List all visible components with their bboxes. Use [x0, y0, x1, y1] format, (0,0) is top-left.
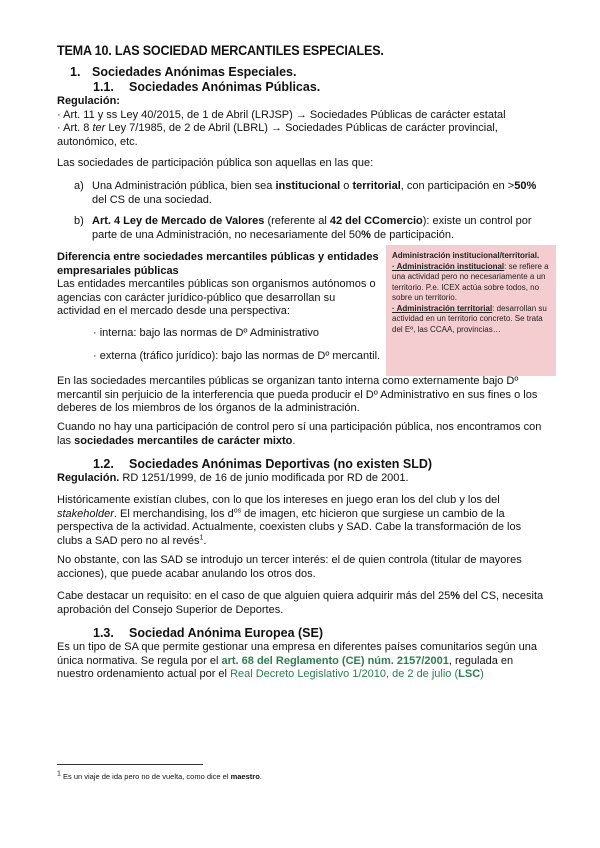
text-line: No obstante, con las SAD se introdujo un tercer interés: el de quien controla (titular de mayores	[57, 554, 522, 566]
text-span: (referente al	[264, 215, 330, 227]
difference-body-1: Las entidades mercantiles públicas son organismos autónomos o	[57, 278, 376, 291]
section-1-1-label: Sociedades Anónimas Públicas.	[129, 80, 321, 94]
text-span-bold: %	[361, 228, 371, 241]
difference-block	[57, 251, 382, 319]
section-1-2-regulacion	[57, 472, 409, 486]
text-span: única normativa. Se regula por el	[57, 654, 222, 667]
footnote-ref[interactable]: 1	[199, 534, 204, 542]
side-note-label: · Administración institucional	[392, 261, 505, 271]
text-span-bold: %	[450, 590, 460, 602]
text-span: )	[480, 668, 484, 681]
text-span: .	[203, 534, 207, 547]
text-line: aprobación del Consejo Superior de Deportes.	[57, 603, 284, 616]
mixed-paragraph-2	[57, 421, 557, 448]
footnote-text: Es un viaje de ida pero no de vuelta, como dice el	[60, 772, 231, 781]
mixed-paragraph-1	[57, 375, 557, 416]
text-span-bold: 42 del CComercio	[329, 215, 423, 227]
text-span: clubs a SAD pero no al revés	[57, 534, 200, 547]
section-1-3-heading	[93, 626, 323, 640]
section-1-label: Sociedades Anónimas Especiales.	[92, 65, 297, 79]
section-1-3-number: 1.3.	[93, 626, 114, 640]
text-span-bold: 50%	[514, 180, 537, 192]
page-title: TEMA 10. LAS SOCIEDAD MERCANTILES ESPECIALES.	[57, 43, 384, 58]
real-decreto-link[interactable]: Real Decreto Legislativo 1/2010, de 2 de julio	[230, 668, 452, 681]
list-marker-a: a)	[74, 180, 84, 192]
section-1-3-label: Sociedad Anónima Europea (SE)	[129, 626, 324, 640]
side-note-text: : desarrollan su actividad en un territorio concreto. Se trata del Eº, las CCAA, provincias…	[392, 303, 547, 334]
text-span: . El merchandising, los d	[113, 507, 234, 520]
side-note-label: · Administración territorial	[392, 303, 493, 313]
text-span: , regulada en	[448, 654, 514, 667]
text-span-bold: sociedades mercantiles de carácter mixto	[74, 434, 293, 447]
regulacion-line-2	[57, 122, 506, 136]
side-note-text: : se refiere a una actividad pero no necesariamente a un territorio. P.e. ICEX actúa sobre todos, no sobre un territorio.	[392, 261, 549, 302]
text-line: Históricamente existían clubes, con lo que los intereses en juego eran los del club y los del	[57, 494, 500, 506]
section-1-2-paragraph-2	[57, 554, 557, 581]
section-1-2-paragraph-3	[57, 590, 557, 617]
section-1-2-paragraph-1	[57, 494, 557, 548]
superscript: os	[233, 506, 242, 514]
regulacion-block	[57, 95, 506, 149]
text-line: Cuando no hay una participación de control pero sí una participación pública, nos encontramos con	[57, 421, 542, 433]
side-note-institucional	[392, 262, 550, 304]
text-span: (	[451, 668, 459, 681]
section-1-2-number: 1.2.	[93, 457, 114, 471]
text-line: Es un tipo de SA que permite gestionar una empresa en diferentes países comunitarios según una	[57, 641, 538, 653]
section-1-1-heading	[93, 80, 320, 94]
text-span: del CS, necesita	[459, 590, 544, 602]
difference-body-2: agencias con carácter jurídico-público que desarrollan su	[57, 291, 336, 304]
footnote	[57, 772, 262, 781]
section-1-2-label: Sociedades Anónimas Deportivas (no existen SLD)	[129, 457, 433, 471]
text-line: deberes de los miembros de los órganos de la administración.	[57, 402, 360, 415]
text-span: Ley 7/1985, de 2 de Abril (LBRL) → Sociedades Públicas de carácter provincial,	[105, 122, 498, 135]
text-span-bold: Art. 4 Ley de Mercado de Valores	[92, 215, 265, 227]
perspective-externa: · externa (tráfico jurídico): bajo las normas de Dº mercantil.	[93, 350, 381, 362]
difference-body-3: actividad en el mercado desde una perspectiva:	[57, 305, 290, 318]
list-marker-b: b)	[74, 215, 84, 227]
text-span: , con participación en >	[400, 180, 515, 192]
text-span-bold: institucional	[275, 180, 341, 192]
section-1-1-number: 1.1.	[93, 80, 114, 94]
difference-heading-1: Diferencia entre sociedades mercantiles públicas y entidades	[57, 251, 379, 263]
text-span: de imagen, etc hicieron que surgiese un cambio de la	[241, 507, 505, 520]
text-span: .	[292, 434, 296, 447]
text-span: nuestro ordenamiento actual por el	[57, 668, 231, 681]
lsc-link[interactable]: LSC	[458, 668, 481, 681]
perspective-interna: · interna: bajo las normas de Dº Administrativo	[93, 327, 319, 339]
section-1-heading	[70, 65, 297, 79]
text-span: de participación.	[370, 228, 455, 241]
text-line: perspectiva de la actividad. Actualmente, coexisten clubs y SAD. Cabe la transformación de los	[57, 521, 522, 534]
reglamento-link[interactable]: art. 68 del Reglamento (CE) núm. 2157/2001	[221, 654, 449, 667]
side-note-territorial	[392, 304, 550, 336]
footnote-text: .	[259, 772, 262, 781]
text-span-italic: stakeholder	[57, 507, 114, 520]
text-line: del CS de una sociedad.	[92, 193, 212, 206]
list-item-b	[74, 215, 554, 242]
text-span: las	[57, 434, 75, 447]
text-span: Una Administración pública, bien sea	[92, 180, 276, 192]
intro-paragraph: Las sociedades de participación pública son aquellas en las que:	[57, 157, 374, 169]
section-1-2-heading	[93, 457, 432, 471]
difference-heading-2: empresariales públicas	[57, 264, 179, 277]
text-span: · Art. 8	[57, 122, 93, 135]
text-span-bold: Regulación.	[57, 472, 120, 484]
text-span: ): existe un control por	[422, 215, 532, 227]
text-span: Cabe destacar un requisito: en el caso de que alguien quiera adquirir más del 25	[57, 590, 451, 602]
text-span: o	[340, 180, 353, 192]
text-span: parte de una Administración, no necesariamente del 50	[92, 228, 362, 241]
regulacion-heading: Regulación:	[57, 95, 120, 107]
text-span-bold: territorial	[352, 180, 401, 192]
section-1-3-paragraph	[57, 641, 567, 682]
list-item-a	[74, 180, 554, 207]
footnote-text-bold: maestro	[230, 772, 260, 781]
regulacion-line-1: · Art. 11 y ss Ley 40/2015, de 1 de Abril (LRJSP) → Sociedades Públicas de carácter estatal	[57, 108, 506, 121]
regulacion-line-3: autonómico, etc.	[57, 135, 138, 148]
text-line: acciones), que puede acabar anulando los otros dos.	[57, 567, 316, 580]
text-line: En las sociedades mercantiles públicas se organizan tanto interna como externamente bajo Dº	[57, 375, 519, 387]
text-span-italic: ter	[92, 122, 106, 135]
section-1-number: 1.	[70, 65, 81, 79]
footnote-divider	[57, 764, 203, 765]
side-note-box	[386, 245, 556, 376]
text-span: RD 1251/1999, de 16 de junio modificada por RD de 2001.	[119, 472, 409, 484]
footnote-number: 1	[57, 770, 61, 778]
text-line: mercantil sin perjuicio de la interferencia que pueda producir el Dº Administrativo en sus fines o los	[57, 388, 538, 401]
side-note-title: Administración institucional/territorial.	[392, 251, 540, 260]
